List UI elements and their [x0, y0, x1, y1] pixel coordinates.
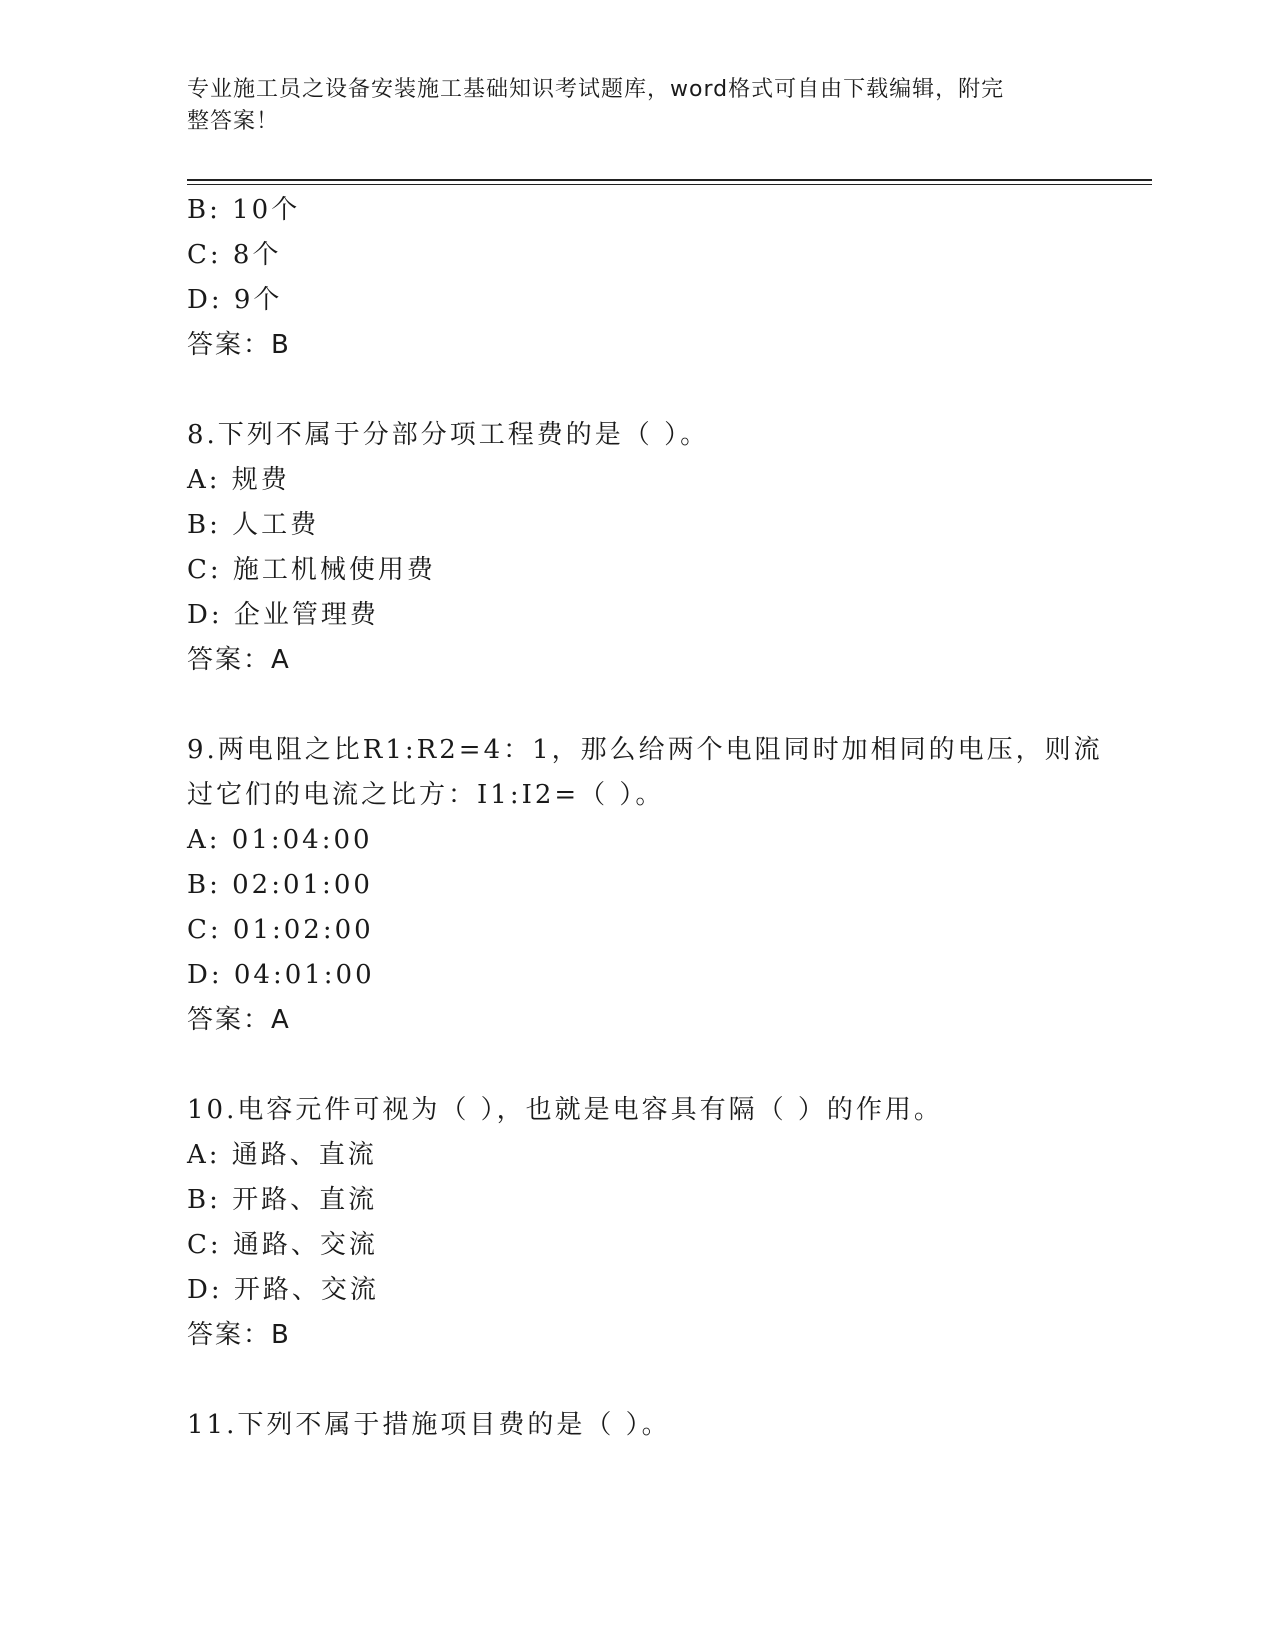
- q9-option-c: C: 01:02:00: [187, 915, 374, 945]
- q7-option-c: C: 8个: [187, 240, 282, 270]
- q9-option-b: B: 02:01:00: [187, 870, 373, 900]
- header-line-2: 整答案！: [187, 109, 280, 134]
- q8-answer: 答案：A: [187, 645, 291, 675]
- q8-option-a: A: 规费: [187, 465, 290, 495]
- q9-question-line-1: 9.两电阻之比R1:R2=4：1，那么给两个电阻同时加相同的电压，则流: [187, 735, 1103, 765]
- q8-option-c: C: 施工机械使用费: [187, 555, 436, 585]
- q10-answer: 答案：B: [187, 1320, 291, 1350]
- document-header: [187, 74, 1077, 138]
- header-divider-thick: [187, 179, 1152, 181]
- q8-option-d: D: 企业管理费: [187, 600, 379, 630]
- q10-option-b: B: 开路、直流: [187, 1185, 378, 1215]
- q8-question: 8.下列不属于分部分项工程费的是（ ）。: [187, 420, 710, 450]
- q8-option-b: B: 人工费: [187, 510, 320, 540]
- header-divider-thin: [187, 184, 1152, 185]
- q7-option-d: D: 9个: [187, 285, 283, 315]
- q10-option-d: D: 开路、交流: [187, 1275, 379, 1305]
- q9-question-line-2: 过它们的电流之比方：I1:I2=（ ）。: [187, 780, 665, 810]
- q11-question: 11.下列不属于措施项目费的是（ ）。: [187, 1410, 671, 1440]
- q10-question: 10.电容元件可视为（ ），也就是电容具有隔（ ）的作用。: [187, 1095, 943, 1125]
- q7-option-b: B: 10个: [187, 195, 301, 225]
- q9-option-d: D: 04:01:00: [187, 960, 375, 990]
- q7-answer: 答案：B: [187, 330, 291, 360]
- q9-answer: 答案：A: [187, 1005, 291, 1035]
- header-line-1: 专业施工员之设备安装施工基础知识考试题库，word格式可自由下载编辑，附完: [187, 77, 1005, 102]
- q9-option-a: A: 01:04:00: [187, 825, 373, 855]
- q10-option-a: A: 通路、直流: [187, 1140, 377, 1170]
- q10-option-c: C: 通路、交流: [187, 1230, 378, 1260]
